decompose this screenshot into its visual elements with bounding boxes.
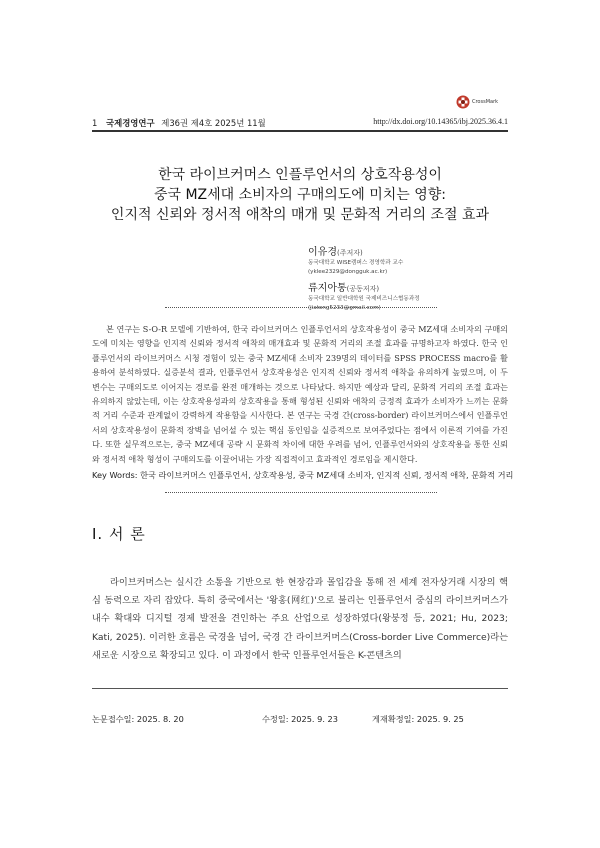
header-rule xyxy=(92,130,508,132)
keywords-text: 한국 라이브커머스 인플루언서, 상호작용성, 중국 MZ세대 소비자, 인지적 신뢰, 정서적 애착, 문화적 거리 xyxy=(140,470,514,480)
crossmark-badge[interactable] xyxy=(456,95,498,109)
journal-name: 국제경영연구 xyxy=(106,118,155,128)
abstract-text: 본 연구는 S-O-R 모델에 기반하여, 한국 라이브커머스 인플루언서의 상호작용성이 중국 MZ세대 소비자의 구매의도에 미치는 영향을 인지적 신뢰와 정서적 애착의 매개효과 및 문화적 거리의 조절 효과를 규명하고자 하였다. 한국 인플루언서의 라이브커머스 시청 경험이 있는 중국 MZ세대 소비자 239명의 데이터를 SPSS PROCESS macro를 활용하여 분석하였다. 실증분석 결과, 인플루언서 상호작용성은 인지적 신뢰와 정서적 애착을 유의하게 높였으며, 이 두 변수는 구매의도로 이어지는 경로를 완전 매개하는 것으로 나타났다. 하지만 예상과 달리, 문화적 거리의 조절 효과는 유의하지 않았는데, 이는 상호작용성과의 상호작용을 통해 형성된 신뢰와 애착의 긍정적 효과가 소비자가 느끼는 문화적 거리 수준과 관계없이 강력하게 작용함을 시사한다. 본 연구는 국경 간(cross-border) 라이브커머스에서 인플루언서의 상호작용성이 문화적 장벽을 넘어설 수 있는 핵심 동인임을 실증적으로 보여주었다는 점에서 이론적 기여를 가진다. 또한 실무적으로는, 중국 MZ세대 공략 시 문화적 차이에 대한 우려를 넘어, 인플루언서와의 상호작용을 통한 신뢰와 정서적 애착 형성이 구매의도를 이끌어내는 가장 직접적이고 효과적인 경로임을 제시한다. xyxy=(92,324,508,464)
date-accepted: 게재확정일: 2025. 9. 25 xyxy=(372,714,464,724)
title-line-2: 중국 MZ세대 소비자의 구매의도에 미치는 영향: xyxy=(153,187,447,203)
crossmark-icon xyxy=(456,95,470,109)
section-heading: Ⅰ. 서 론 xyxy=(92,525,146,543)
date-revised: 수정일: 2025. 9. 23 xyxy=(262,714,338,724)
crossmark-label: CrossMark xyxy=(472,99,499,105)
doi-link[interactable]: http://dx.doi.org/10.14365/ibj.2025.36.4.1 xyxy=(373,117,508,126)
abstract-top-divider xyxy=(165,307,437,308)
author-role: (주저자) xyxy=(336,249,363,257)
page-number: 1 xyxy=(92,118,98,128)
abstract-bottom-divider xyxy=(165,492,437,493)
author-name: 류지아통 xyxy=(308,283,347,294)
intro-paragraph: 라이브커머스는 실시간 소통을 기반으로 한 현장감과 몰입감을 통해 전 세계 전자상거래 시장의 핵심 동력으로 자리 잡았다. 특히 중국에서는 '왕홍(网红)'으로 불리는 인플루언서 중심의 라이브커머스가 내수 확대와 디지털 경제 발전을 견인하는 주요 산업으로 성장하였다(왕붕정 등, 2021; Hu, 2023; Kati, 2025). 이러한 흐름은 국경을 넘어, 국경 간 라이브커머스(Cross-border Live Commerce)라는 새로운 시장으로 확장되고 있다. 이 과정에서 한국 인플루언서들은 K-콘텐츠의 xyxy=(92,577,508,661)
date-received: 논문접수일: 2025. 8. 20 xyxy=(92,714,184,724)
issue-info: 제36권 제4호 2025년 11월 xyxy=(161,118,266,128)
keywords-label: Key Words: xyxy=(92,470,138,480)
running-header xyxy=(92,117,266,129)
author-role: (공동저자) xyxy=(346,285,380,293)
author-affiliation: 동국대학교 일반대학원 국제비즈니스협동과정 xyxy=(308,296,420,302)
submission-dates xyxy=(92,714,464,725)
author-affiliation: 동국대학교 WISE캠퍼스 경영학과 교수 xyxy=(308,260,404,266)
author-block-1 xyxy=(308,240,403,277)
abstract xyxy=(92,322,508,466)
title-line-1: 한국 라이브커머스 인플루언서의 상호작용성이 xyxy=(158,167,442,183)
title-line-3: 인지적 신뢰와 정서적 애착의 매개 및 문화적 거리의 조절 효과 xyxy=(110,207,490,223)
body-text xyxy=(92,574,508,665)
author-email[interactable]: (jiatong5233@gmail.com) xyxy=(308,305,381,311)
author-name: 이유경 xyxy=(308,247,337,258)
paper-title xyxy=(92,165,508,225)
keywords xyxy=(92,470,514,481)
footnote-rule xyxy=(92,688,508,689)
author-email[interactable]: (yklee2329@dongguk.ac.kr) xyxy=(308,269,388,275)
